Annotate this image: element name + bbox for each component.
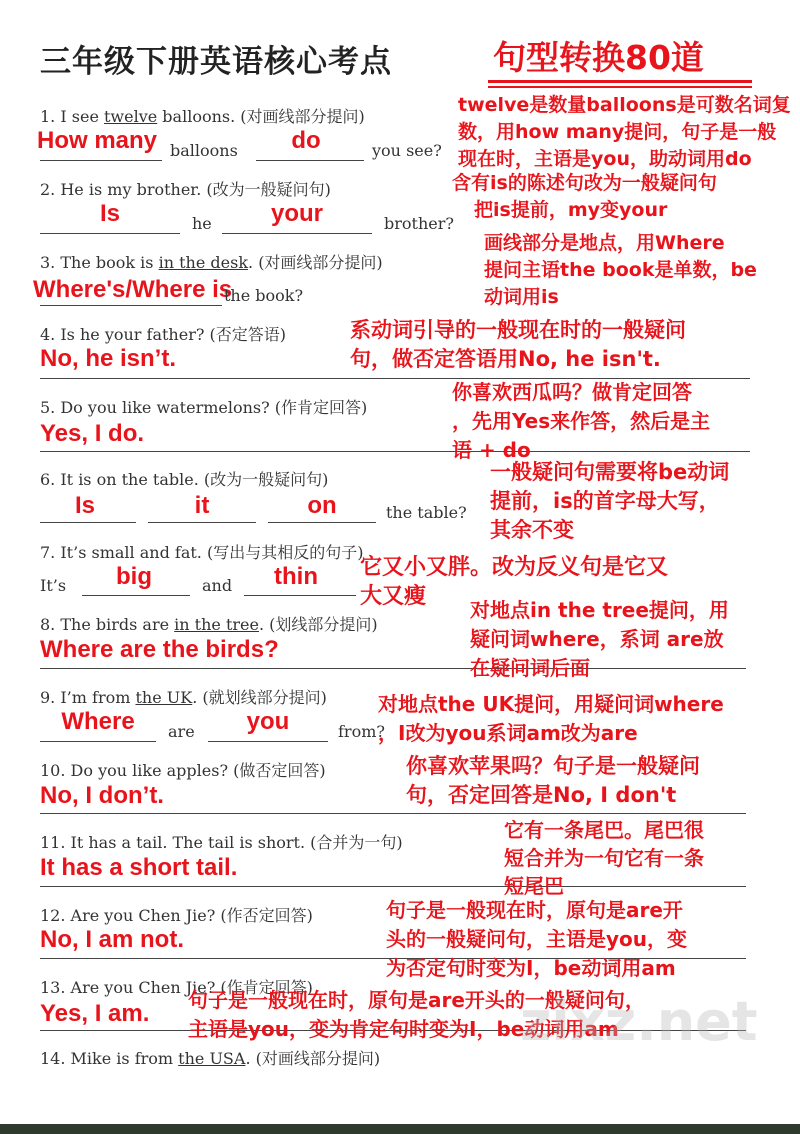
question-14: 14. Mike is from the USA. (对画线部分提问) [40,1049,381,1068]
title-underline [488,80,752,83]
question-9-text-are: are [168,722,195,741]
answer-1b: do [291,127,321,154]
question-6-text-the-table: the table? [386,503,467,522]
blank-1b[interactable] [256,160,364,161]
note-3: 画线部分是地点，用Where 提问主语the book是单数，be 动词用is [484,232,757,308]
note-1: twelve是数量balloons是可数名词复 数，用how many提问，句子是一般 现在时，主语是you，助动词用do [458,94,791,170]
note-10: 你喜欢苹果吗？句子是一般疑问 句，否定回答是No, I don't [406,754,700,807]
blank-7a[interactable] [82,595,190,596]
note-8: 对地点in the tree提问，用 疑问词where，系词 are放 在疑问词后面 [470,598,729,680]
question-1-text-you-see: you see? [372,141,442,160]
answer-9b: you [246,708,290,735]
bottom-bar [0,1124,800,1134]
question-8: 8. The birds are in the tree. (划线部分提问) [40,615,378,634]
watermark: zixz.net [520,990,758,1053]
answer-6b: it [194,492,210,519]
question-11: 11. It has a tail. The tail is short. (合并为一句) [40,833,403,852]
note-6: 一般疑问句需要将be动词 提前，is的首字母大写， 其余不变 [490,460,730,542]
blank-6b[interactable] [148,522,256,523]
answer-2a: Is [99,200,120,227]
page-subtitle: 句型转换80道 [493,38,704,77]
answer-13: Yes, I am. [40,1000,150,1027]
answer-7a: big [116,563,152,590]
note-9: 对地点the UK提问，用疑问词where ，I改为you系词am改为are [378,692,724,745]
blank-1a[interactable] [40,160,162,161]
question-2-text-brother: brother? [384,214,454,233]
question-9: 9. I’m from the UK. (就划线部分提问) [40,688,327,707]
blank-10[interactable] [40,813,746,814]
blank-7b[interactable] [244,595,356,596]
question-5: 5. Do you like watermelons? (作肯定回答) [40,398,368,417]
answer-9a: Where [61,708,135,735]
question-3-text-the-book: the book? [224,286,304,305]
answer-6a: Is [74,492,95,519]
blank-3[interactable] [40,305,222,306]
note-5: 你喜欢西瓜吗？做肯定回答 ，先用Yes来作答，然后是主 语 + do [452,380,711,462]
title-underline-second [488,86,752,88]
answer-1a: How many [37,127,158,154]
note-4: 系动词引导的一般现在时的一般疑问 句，做否定答语用No, he isn't. [350,318,686,371]
answer-10: No, I don’t. [40,782,164,809]
answer-8: Where are the birds? [40,636,279,663]
question-6: 6. It is on the table. (改为一般疑问句) [40,470,329,489]
blank-9a[interactable] [40,741,156,742]
answer-6c: on [307,492,337,519]
note-13: 句子是一般现在时，原句是are开头的一般疑问句， 主语是you，变为肯定句时变为I，be动词用am [188,988,645,1041]
question-12: 12. Are you Chen Jie? (作否定回答) [40,906,313,925]
answer-7b: thin [274,563,318,590]
note-11: 它有一条尾巴。尾巴很 短合并为一句它有一条 短尾巴 [504,818,704,898]
question-1: 1. I see twelve balloons. (对画线部分提问) [40,107,365,126]
answer-2b: your [270,200,323,227]
question-4: 4. Is he your father? (否定答语) [40,325,287,344]
question-9-text-from: from? [338,722,385,741]
blank-6a[interactable] [40,522,136,523]
question-3: 3. The book is in the desk. (对画线部分提问) [40,253,383,272]
blank-2a[interactable] [40,233,180,234]
blank-6c[interactable] [268,522,376,523]
note-12: 句子是一般现在时，原句是are开 头的一般疑问句，主语是you，变 为否定句时变为I，be动词用am [386,898,688,980]
question-2-text-he: he [192,214,212,233]
question-7-text-its: It’s [40,576,67,595]
note-2: 含有is的陈述句改为一般疑问句 把is提前，my变your [452,172,717,221]
answer-12: No, I am not. [40,926,184,953]
question-13: 13. Are you Chen Jie? (作肯定回答) [40,978,313,997]
question-2: 2. He is my brother. (改为一般疑问句) [40,180,331,199]
answer-5: Yes, I do. [40,420,145,447]
page-title: 三年级下册英语核心考点 [40,44,392,80]
question-7-text-and: and [202,576,233,595]
note-7: 它又小又胖。改为反义句是它又 大又瘦 [360,555,669,609]
blank-9b[interactable] [208,741,328,742]
question-7: 7. It’s small and fat. (写出与其相反的句子) [40,543,364,562]
answer-11: It has a short tail. [40,854,238,881]
answer-3: Where's/Where is [33,276,233,303]
question-1-text-balloons: balloons [170,141,238,160]
blank-2b[interactable] [222,233,372,234]
question-10: 10. Do you like apples? (做否定回答) [40,761,326,780]
answer-4: No, he isn’t. [40,345,177,372]
